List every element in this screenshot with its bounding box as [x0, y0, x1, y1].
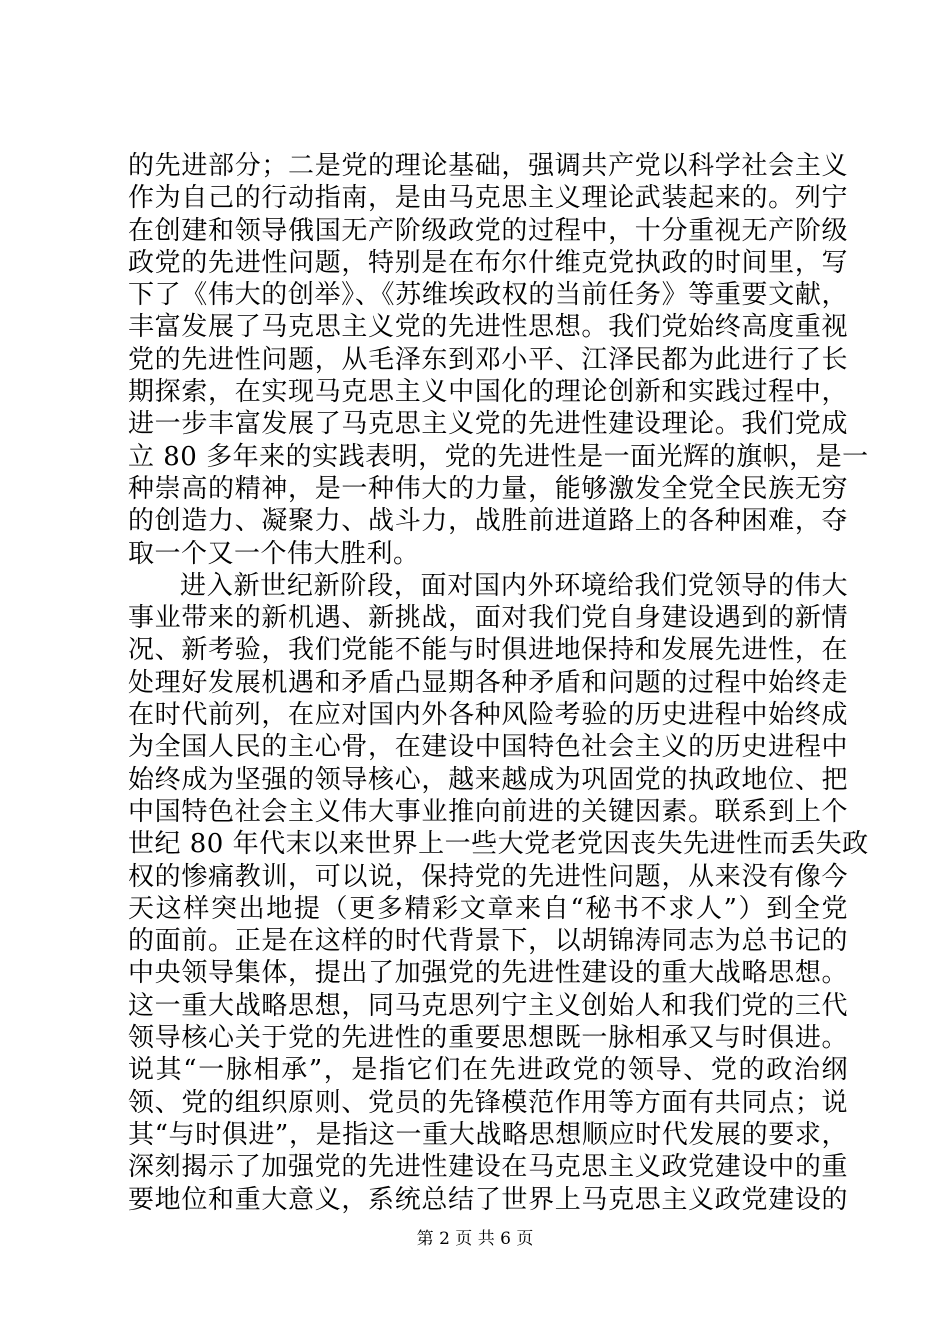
- text-line: 领、党的组织原则、党员的先锋模范作用等方面有共同点；说: [128, 1087, 848, 1118]
- text-line: 进一步丰富发展了马克思主义党的先进性建设理论。我们党成: [128, 409, 848, 440]
- text-line: 中国特色社会主义伟大事业推向前进的关键因素。联系到上个: [128, 796, 848, 827]
- text-line: 在创建和领导俄国无产阶级政党的过程中，十分重视无产阶级: [128, 215, 848, 246]
- text-line: 立 80 多年来的实践表明，党的先进性是一面光辉的旗帜，是一: [128, 441, 869, 472]
- paragraph: [128, 150, 869, 570]
- text-line: 事业带来的新机遇、新挑战，面对我们党自身建设遇到的新情: [128, 603, 848, 634]
- text-line: 深刻揭示了加强党的先进性建设在马克思主义政党建设中的重: [128, 1152, 848, 1183]
- paragraph: [128, 570, 869, 1216]
- text-line: 期探索，在实现马克思主义中国化的理论创新和实践过程中，: [128, 377, 848, 408]
- text-line: 权的惨痛教训，可以说，保持党的先进性问题，从来没有像今: [128, 861, 848, 892]
- text-line: 在时代前列，在应对国内外各种风险考验的历史进程中始终成: [128, 700, 848, 731]
- text-line: 为全国人民的主心骨，在建设中国特色社会主义的历史进程中: [128, 732, 848, 763]
- text-line: 的创造力、凝聚力、战斗力，战胜前进道路上的各种困难，夺: [128, 506, 848, 537]
- body-text: [128, 150, 869, 1216]
- text-line: 进入新世纪新阶段，面对国内外环境给我们党领导的伟大: [180, 570, 848, 601]
- text-line: 世纪 80 年代末以来世界上一些大党老党因丧失先进性而丢失政: [128, 829, 869, 860]
- text-line: 的面前。正是在这样的时代背景下，以胡锦涛同志为总书记的: [128, 926, 848, 957]
- text-line: 取一个又一个伟大胜利。: [128, 538, 420, 569]
- text-line: 说其“一脉相承”，是指它们在先进政党的领导、党的政治纲: [128, 1055, 848, 1086]
- text-line: 天这样突出地提（更多精彩文章来自“秘书不求人”）到全党: [128, 893, 848, 924]
- text-line: 作为自己的行动指南，是由马克思主义理论武装起来的。列宁: [128, 183, 848, 214]
- text-line: 政党的先进性问题，特别是在布尔什维克党执政的时间里，写: [128, 247, 848, 278]
- text-line: 处理好发展机遇和矛盾凸显期各种矛盾和问题的过程中始终走: [128, 667, 848, 698]
- text-line: 要地位和重大意义，系统总结了世界上马克思主义政党建设的: [128, 1184, 848, 1215]
- page-footer: 第 2 页 共 6 页: [416, 1229, 534, 1249]
- text-line: 丰富发展了马克思主义党的先进性思想。我们党始终高度重视: [128, 312, 848, 343]
- text-line: 中央领导集体，提出了加强党的先进性建设的重大战略思想。: [128, 958, 848, 989]
- text-line: 领导核心关于党的先进性的重要思想既一脉相承又与时俱进。: [128, 1023, 848, 1054]
- text-line: 种崇高的精神，是一种伟大的力量，能够激发全党全民族无穷: [128, 473, 848, 504]
- text-line: 况、新考验，我们党能不能与时俱进地保持和发展先进性，在: [128, 635, 848, 666]
- text-line: 党的先进性问题，从毛泽东到邓小平、江泽民都为此进行了长: [128, 344, 848, 375]
- text-line: 始终成为坚强的领导核心，越来越成为巩固党的执政地位、把: [128, 764, 848, 795]
- text-line: 下了《伟大的创举》、《苏维埃政权的当前任务》等重要文献，: [128, 280, 848, 311]
- text-line: 这一重大战略思想，同马克思列宁主义创始人和我们党的三代: [128, 990, 848, 1021]
- text-line: 其“与时俱进”，是指这一重大战略思想顺应时代发展的要求，: [128, 1119, 848, 1150]
- text-line: 的先进部分；二是党的理论基础，强调共产党以科学社会主义: [128, 151, 848, 181]
